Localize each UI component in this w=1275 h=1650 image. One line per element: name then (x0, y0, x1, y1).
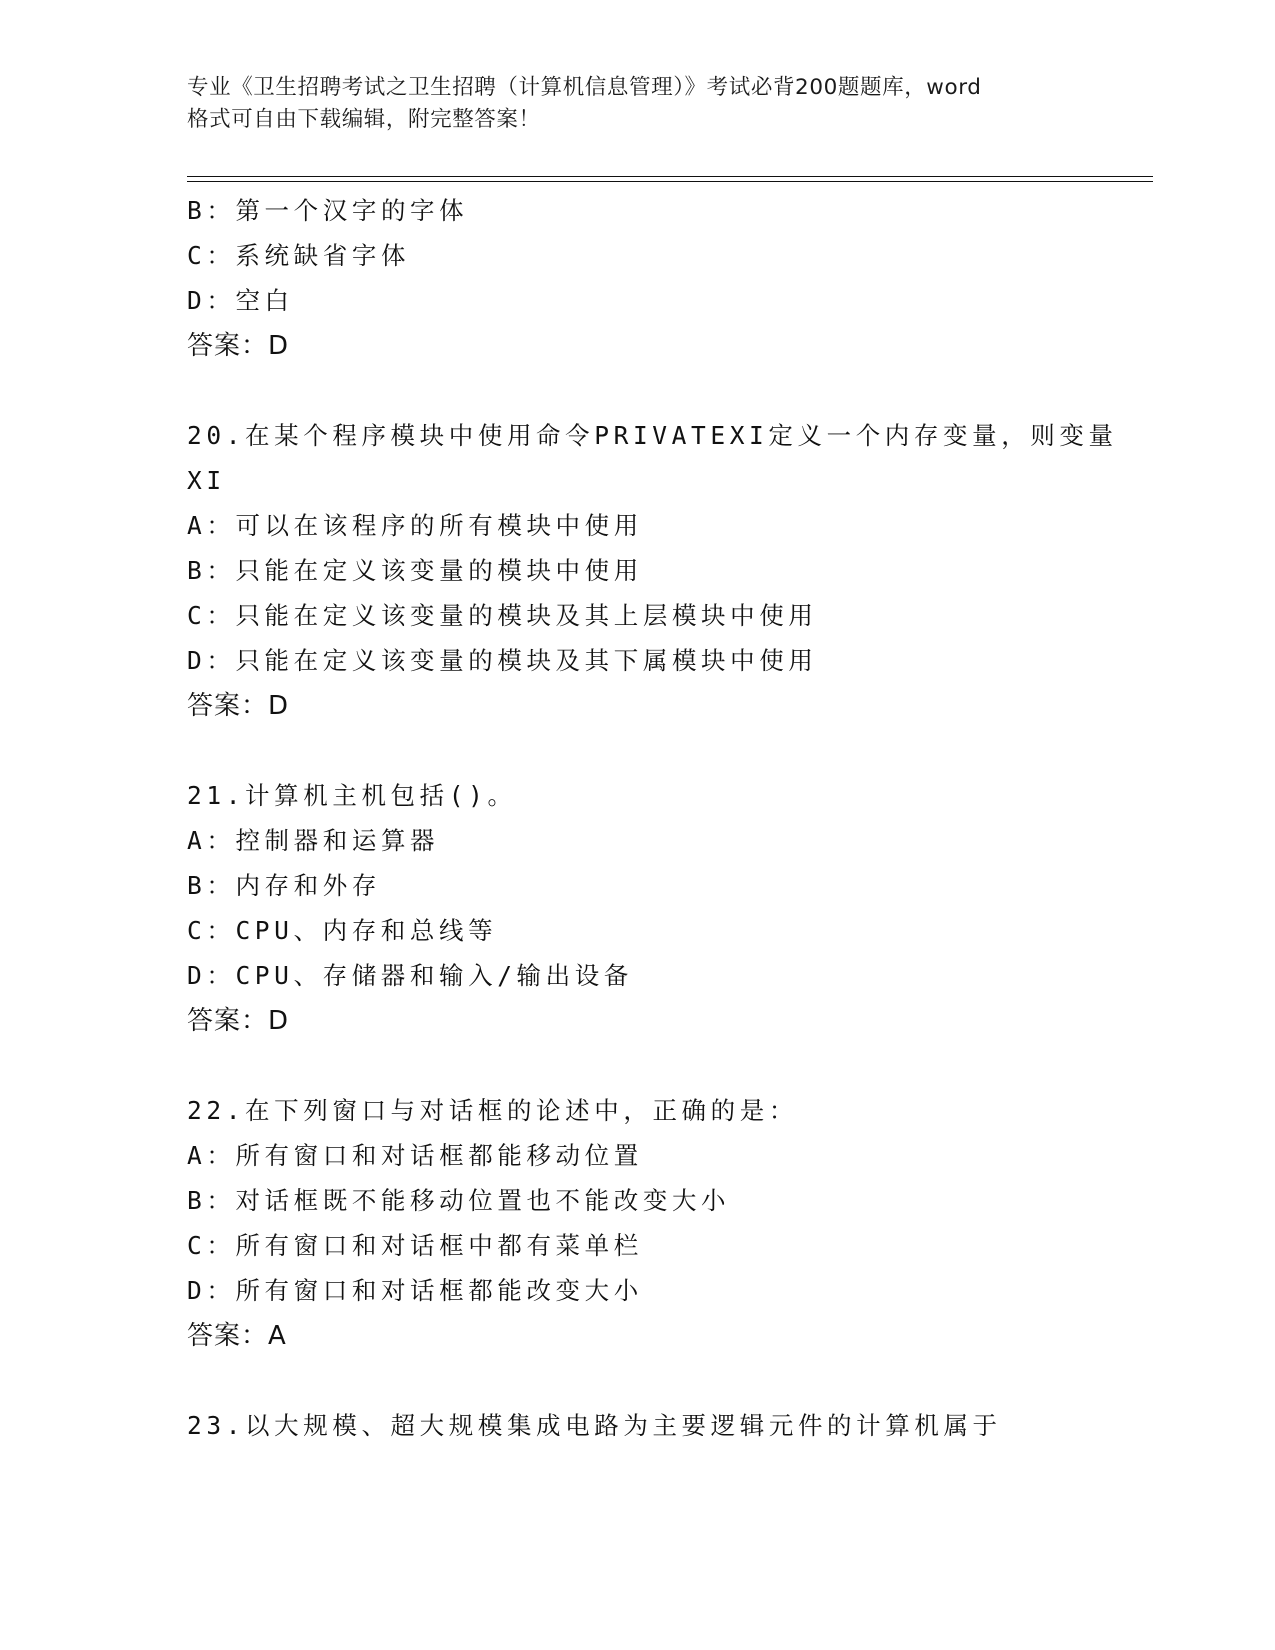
q19-option-b: B：第一个汉字的字体 (187, 196, 469, 225)
q20-stem-line-1: 20.在某个程序模块中使用命令PRIVATEXI定义一个内存变量，则变量 (187, 421, 1118, 450)
q21-answer: 答案：D (187, 1006, 290, 1036)
q23-stem: 23.以大规模、超大规模集成电路为主要逻辑元件的计算机属于 (187, 1411, 1002, 1440)
q20-option-c: C：只能在定义该变量的模块及其上层模块中使用 (187, 601, 818, 630)
q20-stem-line-2: XI (187, 466, 226, 495)
q22-option-b: B：对话框既不能移动位置也不能改变大小 (187, 1186, 731, 1215)
q21-option-a: A：控制器和运算器 (187, 826, 440, 855)
q19-option-d: D：空白 (187, 286, 294, 315)
q19-option-c: C：系统缺省字体 (187, 241, 411, 270)
q21-option-d: D：CPU、存储器和输入/输出设备 (187, 961, 633, 990)
q21-option-c: C：CPU、内存和总线等 (187, 916, 498, 945)
q22-option-a: A：所有窗口和对话框都能移动位置 (187, 1141, 643, 1170)
q20-answer: 答案：D (187, 691, 290, 721)
q22-stem: 22.在下列窗口与对话框的论述中，正确的是： (187, 1096, 798, 1125)
q20-option-d: D：只能在定义该变量的模块及其下属模块中使用 (187, 646, 818, 675)
header-line-2: 格式可自由下载编辑，附完整答案！ (187, 107, 541, 132)
q19-answer: 答案：D (187, 331, 290, 361)
q20-option-a: A：可以在该程序的所有模块中使用 (187, 511, 643, 540)
header-divider-top (187, 176, 1153, 177)
q22-answer: 答案：A (187, 1321, 287, 1351)
q21-stem: 21.计算机主机包括()。 (187, 781, 517, 810)
document-header (187, 72, 1087, 136)
q20-option-b: B：只能在定义该变量的模块中使用 (187, 556, 643, 585)
header-divider-bottom (187, 181, 1153, 182)
q21-option-b: B：内存和外存 (187, 871, 381, 900)
q22-option-d: D：所有窗口和对话框都能改变大小 (187, 1276, 643, 1305)
header-line-1: 专业《卫生招聘考试之卫生招聘（计算机信息管理）》考试必背200题题库，word (187, 75, 982, 100)
q22-option-c: C：所有窗口和对话框中都有菜单栏 (187, 1231, 643, 1260)
